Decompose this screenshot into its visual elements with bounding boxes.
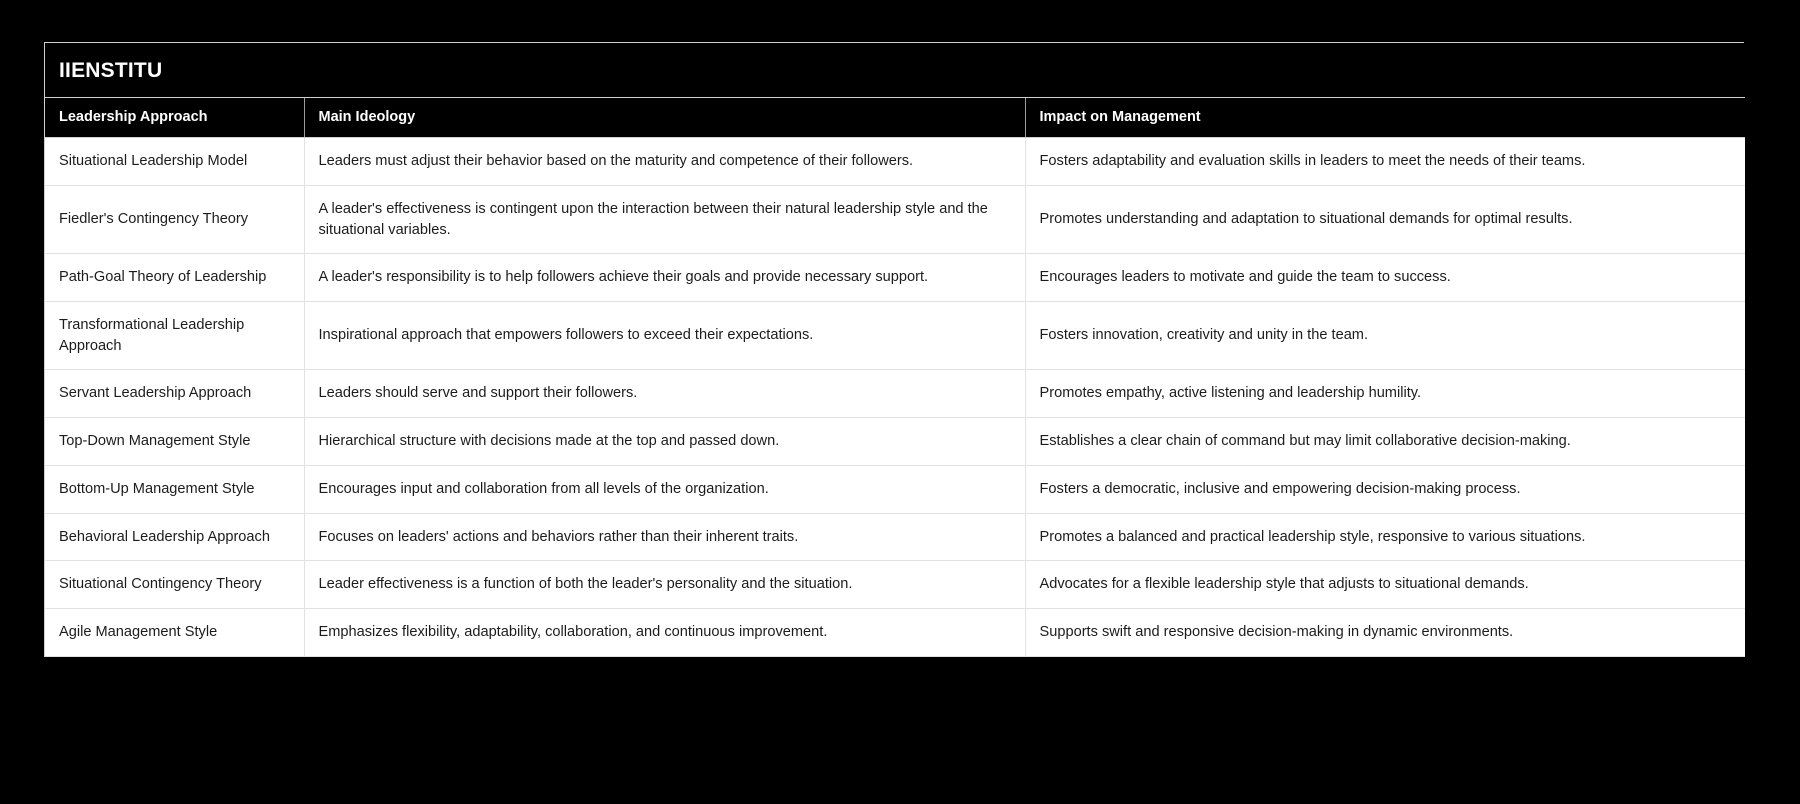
table-row <box>45 370 1745 418</box>
cell-approach: Agile Management Style <box>45 609 304 657</box>
cell-ideology: Leaders should serve and support their followers. <box>304 370 1025 418</box>
leadership-approaches-table <box>45 43 1745 657</box>
cell-approach: Transformational Leadership Approach <box>45 301 304 369</box>
table-row <box>45 138 1745 186</box>
cell-ideology: Hierarchical structure with decisions made at the top and passed down. <box>304 418 1025 466</box>
cell-approach: Situational Contingency Theory <box>45 561 304 609</box>
brand-title: IIENSTITU <box>59 59 163 82</box>
cell-impact: Supports swift and responsive decision-making in dynamic environments. <box>1025 609 1745 657</box>
cell-impact: Promotes understanding and adaptation to situational demands for optimal results. <box>1025 185 1745 253</box>
cell-impact: Fosters innovation, creativity and unity in the team. <box>1025 301 1745 369</box>
column-header-main-ideology: Main Ideology <box>304 98 1025 138</box>
cell-ideology: Inspirational approach that empowers followers to exceed their expectations. <box>304 301 1025 369</box>
cell-ideology: A leader's responsibility is to help followers achieve their goals and provide necessary support. <box>304 254 1025 302</box>
cell-ideology: Encourages input and collaboration from all levels of the organization. <box>304 465 1025 513</box>
column-header-leadership-approach: Leadership Approach <box>45 98 304 138</box>
cell-approach: Top-Down Management Style <box>45 418 304 466</box>
cell-impact: Advocates for a flexible leadership style that adjusts to situational demands. <box>1025 561 1745 609</box>
table-row <box>45 561 1745 609</box>
cell-ideology: Leaders must adjust their behavior based on the maturity and competence of their followers. <box>304 138 1025 186</box>
cell-approach: Behavioral Leadership Approach <box>45 513 304 561</box>
cell-approach: Situational Leadership Model <box>45 138 304 186</box>
leadership-table-container <box>44 42 1744 657</box>
table-row <box>45 301 1745 369</box>
table-row <box>45 609 1745 657</box>
cell-impact: Promotes empathy, active listening and leadership humility. <box>1025 370 1745 418</box>
cell-impact: Encourages leaders to motivate and guide the team to success. <box>1025 254 1745 302</box>
cell-ideology: A leader's effectiveness is contingent upon the interaction between their natural leadership style and the situational variables. <box>304 185 1025 253</box>
cell-impact: Fosters adaptability and evaluation skills in leaders to meet the needs of their teams. <box>1025 138 1745 186</box>
brand-cell <box>45 43 1745 98</box>
table-row <box>45 254 1745 302</box>
cell-approach: Path-Goal Theory of Leadership <box>45 254 304 302</box>
table-body <box>45 43 1745 656</box>
cell-ideology: Emphasizes flexibility, adaptability, collaboration, and continuous improvement. <box>304 609 1025 657</box>
cell-impact: Establishes a clear chain of command but may limit collaborative decision-making. <box>1025 418 1745 466</box>
cell-impact: Fosters a democratic, inclusive and empowering decision-making process. <box>1025 465 1745 513</box>
cell-ideology: Leader effectiveness is a function of both the leader's personality and the situation. <box>304 561 1025 609</box>
table-row <box>45 185 1745 253</box>
table-row <box>45 513 1745 561</box>
brand-header-row <box>45 43 1745 98</box>
cell-approach: Fiedler's Contingency Theory <box>45 185 304 253</box>
cell-approach: Bottom-Up Management Style <box>45 465 304 513</box>
column-header-impact-on-management: Impact on Management <box>1025 98 1745 138</box>
cell-approach: Servant Leadership Approach <box>45 370 304 418</box>
cell-ideology: Focuses on leaders' actions and behaviors rather than their inherent traits. <box>304 513 1025 561</box>
column-header-row <box>45 98 1745 138</box>
table-row <box>45 465 1745 513</box>
cell-impact: Promotes a balanced and practical leadership style, responsive to various situations. <box>1025 513 1745 561</box>
table-row <box>45 418 1745 466</box>
